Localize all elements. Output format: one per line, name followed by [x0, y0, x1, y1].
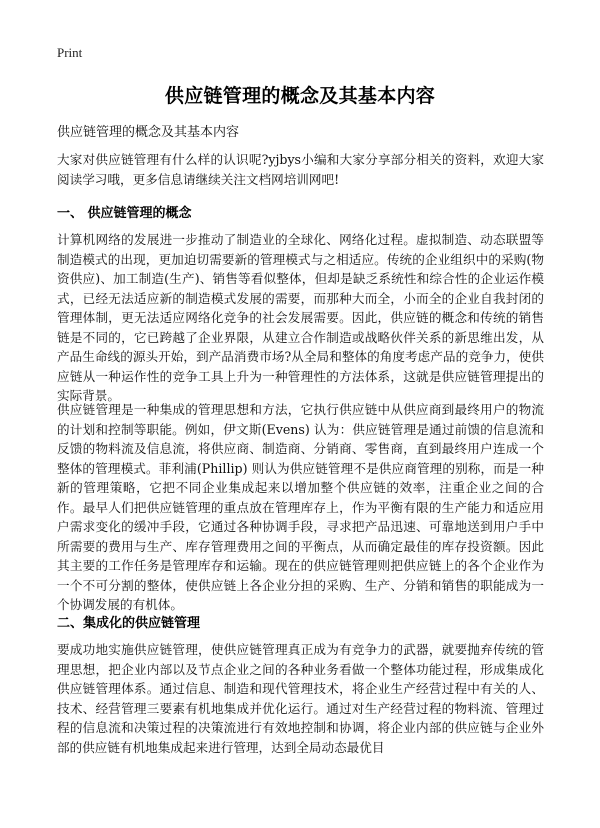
concept-paragraph-2: 供应链管理是一种集成的管理思想和方法，它执行供应链中从供应商到最终用户的物流的计划和控制等职能。例如，伊文斯(Evens) 认为：供应链管理是通过前馈的信息流和反馈的物料流及信息流，将供应商、制造商、分销商、零售商，直到最终用户连成一个整体的管理模式。菲利浦(Phillip) 则认为供应链管理不是供应商管理的别称，而是一种新的管理策略，它把不同企业集成起来以增加整个供应链的效率，注重企业之间的合作。最早人们把供应链管理的重点放在管理库存上，作为平衡有限的生产能力和适应用户需求变化的缓冲手段，它通过各种协调手段，寻求把产品迅速、可靠地送到用户手中所需要的费用与生产、库存管理费用之间的平衡点，从而确定最佳的库存投资额。因此其主要的工作任务是管理库存和运输。现在的供应链管理则把供应链上的各个企业作为一个不可分割的整体，使供应链上各企业分担的采购、生产、分销和销售的职能成为一个协调发展的有机体。 — [57, 402, 544, 612]
document-subtitle: 供应链管理的概念及其基本内容 — [57, 125, 240, 140]
page-title: 供应链管理的概念及其基本内容 — [164, 85, 436, 107]
intro-paragraph: 大家对供应链管理有什么样的认识呢?yjbys小编和大家分享部分相关的资料，欢迎大家阅读学习哦，更多信息请继续关注文档网培训网吧! — [57, 152, 544, 187]
print-link[interactable]: Print — [57, 45, 83, 60]
concept-paragraph-1: 计算机网络的发展进一步推动了制造业的全球化、网络化过程。虚拟制造、动态联盟等制造模式的出现，更加迫切需要新的管理模式与之相适应。传统的企业组织中的采购(物资供应)、加工制造(生产)、销售等看似整体，但却是缺乏系统性和综合性的企业运作模式，已经无法适应新的制造模式发展的需要，而那种大而全，小而全的企业自我封闭的管理体制，更无法适应网络化竞争的社会发展需要。因此，供应链的概念和传统的销售链是不同的，它已跨越了企业界限，从建立合作制造或战略伙伴关系的新思维出发，从产品生命线的源头开始，到产品消费市场?从全局和整体的角度考虑产品的竞争力，使供应链从一种运作性的竞争工具上升为一种管理性的方法体系，这就是供应链管理提出的实际背景。 — [57, 232, 544, 403]
section-heading-integrated: 二、集成化的供应链管理 — [57, 616, 201, 631]
integrated-paragraph-1: 要成功地实施供应链管理，使供应链管理真正成为有竞争力的武器，就要抛弃传统的管理思想，把企业内部以及节点企业之间的各种业务看做一个整体功能过程，形成集成化供应链管理体系。通过信息、制造和现代管理技术，将企业生产经营过程中有关的人、技术、经营管理三要素有机地集成并优化运行。通过对生产经营过程的物料流、管理过程的信息流和决策过程的决策流进行有效地控制和协调，将企业内部的供应链与企业外部的供应链有机地集成起来进行管理，达到全局动态最优目 — [57, 642, 544, 755]
section-heading-concept: 一、 供应链管理的概念 — [57, 206, 192, 221]
